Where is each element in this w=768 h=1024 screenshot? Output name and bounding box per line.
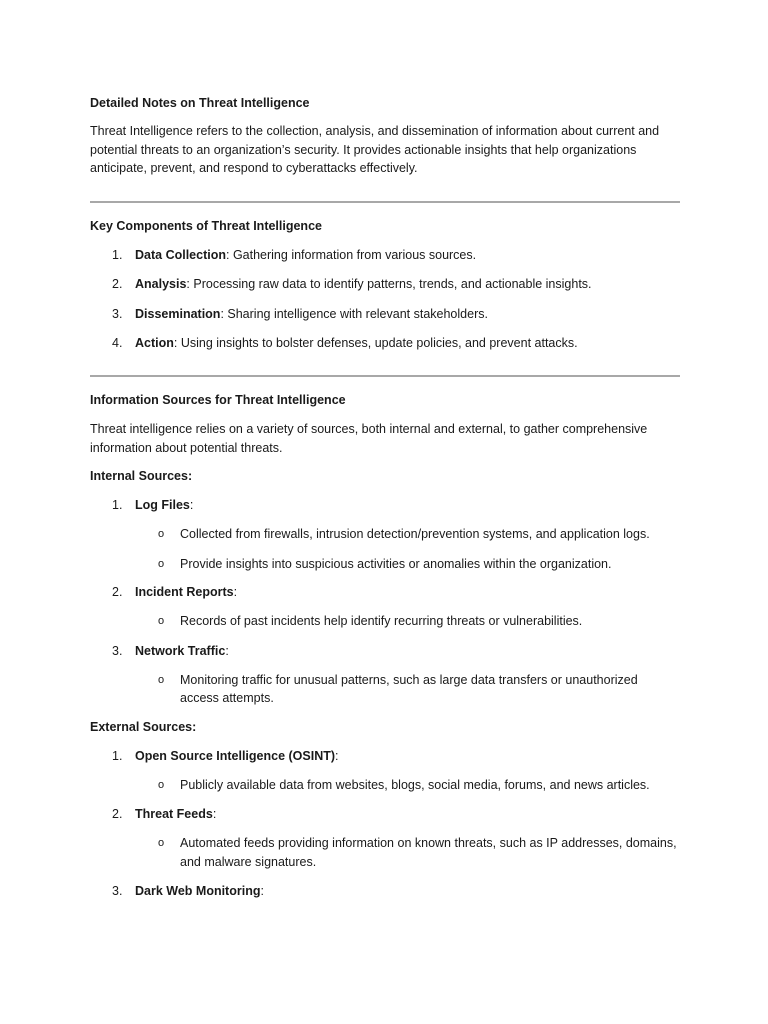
list-number: 2.: [112, 807, 123, 822]
circle-bullet-icon: o: [158, 778, 165, 791]
list-term: Threat Feeds: [135, 807, 213, 822]
list-term: Data Collection: [135, 248, 226, 263]
key-components-list: [90, 246, 680, 352]
list-item: [90, 882, 680, 900]
doc-title: Detailed Notes on Threat Intelligence: [90, 96, 310, 110]
sources-intro: Threat intelligence relies on a variety of sources, both internal and external, to gather comprehensive information about potential threats.: [90, 422, 648, 455]
circle-bullet-icon: o: [158, 528, 165, 541]
list-item: [90, 334, 680, 352]
list-number: 1.: [112, 748, 123, 763]
sub-list: [90, 834, 680, 871]
list-term: Action: [135, 336, 174, 350]
list-item: [90, 805, 680, 823]
sub-list: [90, 612, 680, 631]
sub-list-item: [90, 776, 680, 795]
internal-sources-list: [90, 496, 680, 708]
list-suffix: :: [189, 498, 194, 513]
sub-list-item: [90, 834, 680, 871]
key-components-heading: Key Components of Threat Intelligence: [90, 219, 322, 234]
list-suffix: :: [212, 807, 217, 822]
list-desc: : Processing raw data to identify patterns, trends, and actionable insights.: [186, 277, 592, 292]
list-number: 2.: [112, 277, 123, 292]
list-term: Network Traffic: [135, 643, 226, 658]
doc-intro: Threat Intelligence refers to the collection, analysis, and dissemination of information about current and potential threats to an organization’s security. It provides actionable insights that help organizations anticipate, prevent, and respond to cyberattacks effectively.: [90, 124, 660, 176]
list-number: 2.: [112, 585, 123, 600]
list-number: 1.: [112, 498, 123, 513]
sub-list-item: [90, 555, 680, 574]
list-item: [90, 246, 680, 264]
sub-list-item: [90, 671, 680, 708]
sub-item-text: Collected from firewalls, intrusion detection/prevention systems, and application logs.: [180, 527, 650, 542]
sub-item-text: Monitoring traffic for unusual patterns, such as large data transfers or unauthorized access attempts.: [180, 672, 638, 706]
list-number: 3.: [112, 643, 123, 658]
list-term: Dark Web Monitoring: [135, 884, 261, 899]
list-desc: : Gathering information from various sources.: [226, 248, 477, 263]
list-item: [90, 305, 680, 323]
list-suffix: :: [225, 643, 229, 658]
list-suffix: :: [335, 748, 339, 763]
external-sources-list: [90, 747, 680, 901]
list-item: [90, 496, 680, 514]
list-number: 4.: [112, 336, 123, 350]
sub-item-text: Publicly available data from websites, blogs, social media, forums, and news articles.: [180, 777, 650, 792]
list-desc: : Sharing intelligence with relevant stakeholders.: [220, 306, 488, 321]
list-term: Incident Reports: [135, 585, 234, 600]
list-item: [90, 747, 680, 765]
sub-item-text: Records of past incidents help identify recurring threats or vulnerabilities.: [180, 614, 583, 629]
circle-bullet-icon: o: [158, 837, 165, 850]
list-term: Analysis: [135, 277, 187, 292]
external-sources-heading: External Sources:: [90, 719, 197, 734]
sub-list: [90, 671, 680, 708]
list-term: Open Source Intelligence (OSINT): [135, 748, 336, 763]
list-number: 1.: [112, 248, 123, 263]
sub-item-text: Automated feeds providing information on known threats, such as IP addresses, domains, and malware signatures.: [180, 836, 677, 869]
list-desc: : Using insights to bolster defenses, update policies, and prevent attacks.: [173, 336, 578, 350]
list-item: [90, 275, 680, 293]
list-suffix: :: [233, 585, 238, 600]
internal-sources-heading: Internal Sources:: [90, 469, 193, 484]
list-suffix: :: [260, 884, 264, 899]
sources-heading: Information Sources for Threat Intelligence: [90, 393, 346, 407]
circle-bullet-icon: o: [158, 615, 165, 628]
sub-list: [90, 525, 680, 573]
list-term: Dissemination: [135, 306, 221, 321]
list-number: 3.: [112, 884, 123, 899]
list-item: [90, 583, 680, 601]
sub-item-text: Provide insights into suspicious activities or anomalies within the organization.: [180, 556, 612, 571]
circle-bullet-icon: o: [158, 673, 165, 686]
list-item: [90, 642, 680, 660]
sub-list-item: [90, 612, 680, 631]
sub-list-item: [90, 525, 680, 544]
list-number: 3.: [112, 306, 123, 321]
sub-list: [90, 776, 680, 795]
list-term: Log Files: [135, 498, 190, 513]
circle-bullet-icon: o: [158, 557, 165, 570]
